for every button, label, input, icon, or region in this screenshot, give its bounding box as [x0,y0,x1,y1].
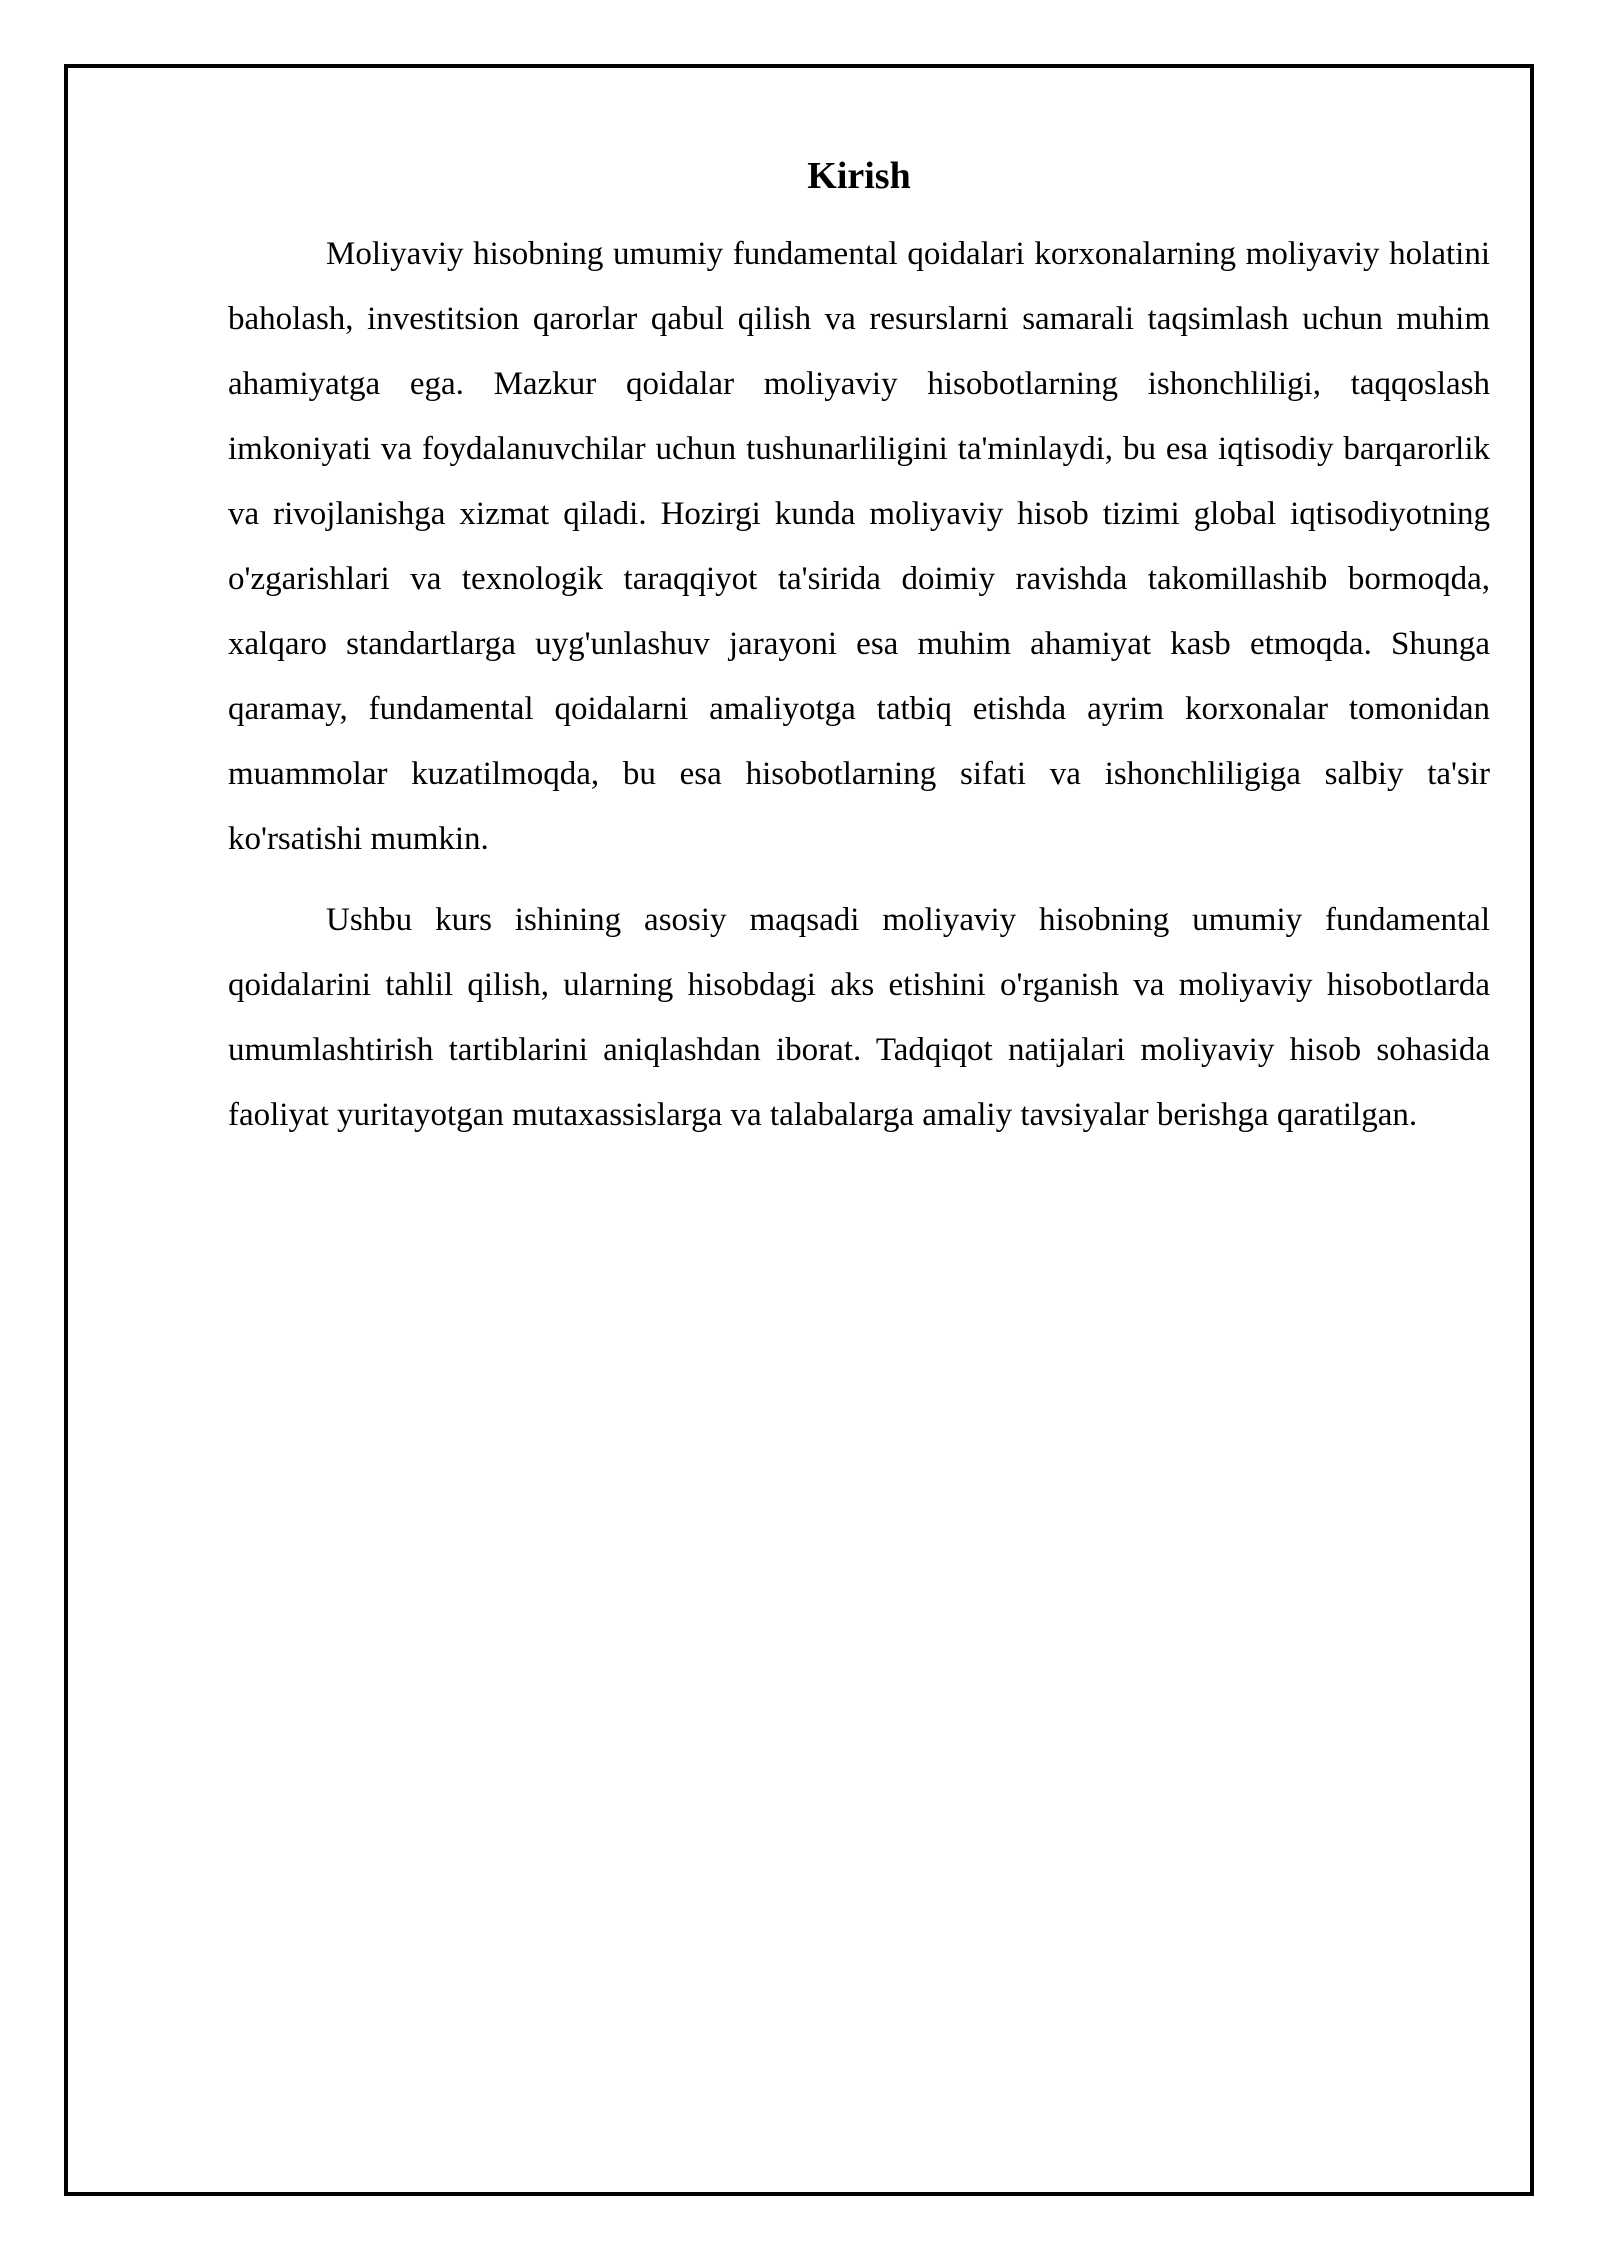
document-title: Kirish [807,155,911,197]
paragraph-goal: Ushbu kurs ishining asosiy maqsadi moliyaviy hisobning umumiy fundamental qoidalarini tahlil qilish, ularning hisobdagi aks etishini o'rganish va moliyaviy hisobotlarda umumlashtirish tartiblarini aniqlashdan iborat. Tadqiqot natijalari moliyaviy hisob sohasida faoliyat yuritayotgan mutaxassislarga va talabalarga amaliy tavsiyalar berishga qaratilgan. [228,902,1490,1133]
document-body [228,146,1490,1164]
paragraph-intro: Moliyaviy hisobning umumiy fundamental qoidalari korxonalarning moliyaviy holatini baholash, investitsion qarorlar qabul qilish va resurslarni samarali taqsimlash uchun muhim ahamiyatga ega. Mazkur qoidalar moliyaviy hisobotlarning ishonchliligi, taqqoslash imkoniyati va foydalanuvchilar uchun tushunarliligini ta'minlaydi, bu esa iqtisodiy barqarorlik va rivojlanishga xizmat qiladi. Hozirgi kunda moliyaviy hisob tizimi global iqtisodiyotning o'zgarishlari va texnologik taraqqiyot ta'sirida doimiy ravishda takomillashib bormoqda, xalqaro standartlarga uyg'unlashuv jarayoni esa muhim ahamiyat kasb etmoqda. Shunga qaramay, fundamental qoidalarni amaliyotga tatbiq etishda ayrim korxonalar tomonidan muammolar kuzatilmoqda, bu esa hisobotlarning sifati va ishonchliligiga salbiy ta'sir ko'rsatishi mumkin. [228,236,1490,857]
